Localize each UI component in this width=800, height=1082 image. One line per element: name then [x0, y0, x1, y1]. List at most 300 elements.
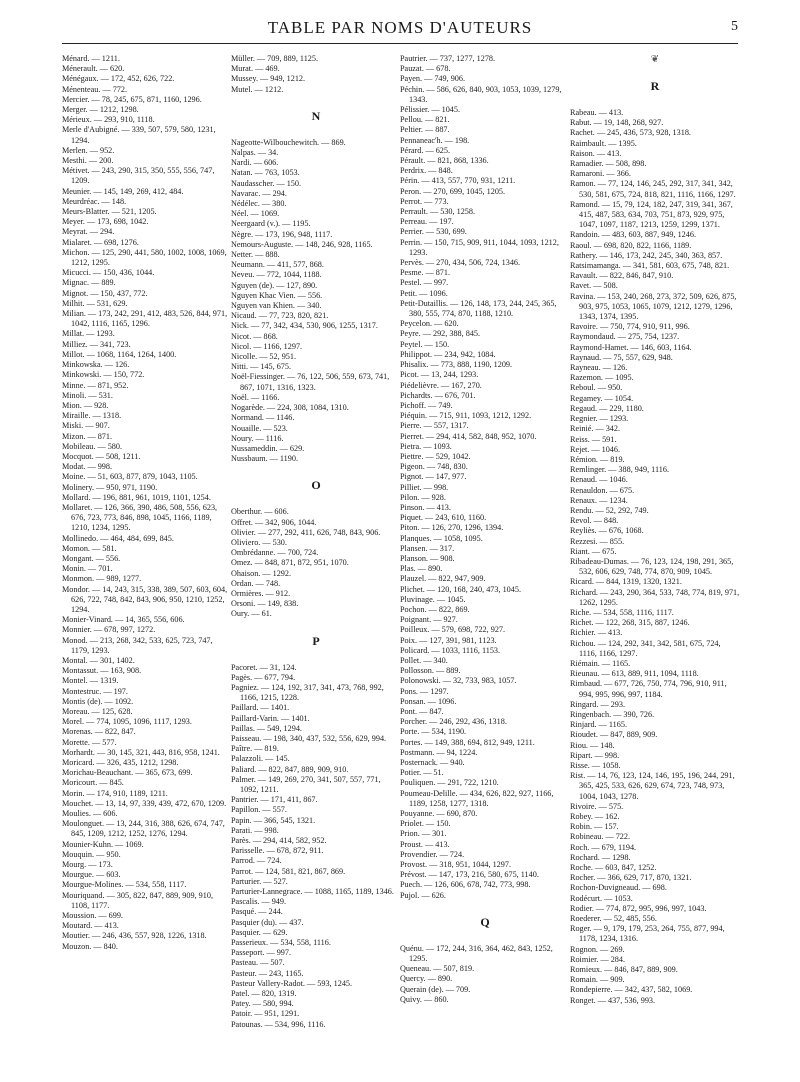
- author-entry: Pélissier. — 1045.: [400, 105, 461, 115]
- section-letter: P: [312, 633, 320, 648]
- author-entry: Riou. — 148.: [570, 740, 615, 750]
- author-entry: Millat. — 1293.: [62, 329, 115, 339]
- author-entry: Oury. — 61.: [231, 609, 272, 619]
- author-entry: Meurs-Blatter. — 521, 1205.: [62, 207, 157, 217]
- author-entry: Priolet. — 150.: [400, 819, 451, 829]
- author-entry: Raynaud. — 75, 557, 629, 948.: [570, 352, 673, 362]
- author-entry: Nardi. — 606.: [231, 158, 279, 168]
- author-entry: Moricourt. — 845.: [62, 778, 124, 788]
- author-entry: Planques. — 1058, 1095.: [400, 533, 483, 543]
- author-entry: Orsoni. — 149, 838.: [231, 599, 299, 609]
- author-entry: Mourg. — 173.: [62, 860, 113, 870]
- author-entry: Pasquier. — 629.: [231, 927, 288, 937]
- author-entry: Querain (de). — 709.: [400, 984, 471, 994]
- page-header: [62, 18, 738, 44]
- author-entry: Nogarède. — 224, 308, 1084, 1310.: [231, 403, 349, 413]
- author-entry: Renauldon. — 675.: [570, 485, 635, 495]
- author-entry: Ménerault. — 620.: [62, 64, 125, 74]
- author-entry: Pichardts. — 676, 701.: [400, 390, 476, 400]
- author-entry: Ordan. — 748.: [231, 578, 281, 588]
- author-entry: Patey. — 580, 994.: [231, 999, 294, 1009]
- author-entry: Michon. — 125, 290, 441, 580, 1002, 1008, 1069, 1212, 1295.: [62, 247, 227, 268]
- author-entry: Nicolle. — 52, 951.: [231, 352, 297, 362]
- author-entry: Merlen. — 952.: [62, 145, 115, 155]
- author-entry: Rabeau. — 413.: [570, 108, 624, 117]
- author-entry: Reyliès. — 676, 1068.: [570, 526, 644, 536]
- author-entry: Oliviero. — 530.: [231, 537, 287, 547]
- author-entry: Ravoire. — 750, 774, 910, 911, 996.: [570, 322, 690, 332]
- author-entry: Paillas. — 549, 1294.: [231, 723, 302, 733]
- author-entry: Pagniez. — 124, 192, 317, 341, 473, 768, 992, 1166, 1215, 1228.: [231, 682, 384, 703]
- author-entry: Natan. — 763, 1053.: [231, 168, 300, 178]
- author-entry: Mourgue-Molines. — 534, 558, 1117.: [62, 880, 187, 890]
- author-entry: Minne. — 871, 952.: [62, 380, 129, 390]
- author-entry: Pilliet. — 998.: [400, 482, 449, 492]
- author-entry: Mollinedo. — 464, 484, 699, 845.: [62, 533, 174, 543]
- author-entry: Ramon. — 77, 124, 146, 245, 292, 317, 341, 342, 530, 581, 675, 724, 818, 821, 1116, 1166, 1297.: [570, 179, 736, 199]
- author-entry: Richou. — 124, 292, 341, 342, 581, 675, 724, 1116, 1166, 1297.: [570, 638, 721, 658]
- author-entry: Pauzat. — 678.: [400, 64, 451, 74]
- author-entry: Monnier. — 678, 997, 1272.: [62, 625, 156, 635]
- author-entry: Milian. — 173, 242, 291, 412, 483, 526, 844, 971, 1042, 1116, 1165, 1296.: [62, 309, 228, 329]
- author-entry: Plas. — 890.: [400, 564, 443, 574]
- author-entry: Miraille. — 1318.: [62, 411, 122, 421]
- author-entry: Noël-Fiessinger. — 76, 122, 506, 559, 673, 741, 867, 1071, 1316, 1323.: [231, 372, 390, 392]
- author-entry: Pigeon. — 748, 830.: [400, 462, 468, 472]
- index-column-2: [231, 54, 401, 1030]
- author-entry: Policard. — 1033, 1116, 1153.: [400, 645, 501, 655]
- author-entry: Richard. — 243, 290, 364, 533, 748, 774, 819, 971, 1262, 1295.: [570, 587, 740, 607]
- author-entry: Robey. — 162.: [570, 812, 620, 822]
- author-entry: Piettre. — 529, 1042.: [400, 451, 471, 461]
- author-entry: Pasquier (du). — 437.: [231, 917, 304, 927]
- author-entry: Perrot. — 773.: [400, 196, 449, 206]
- author-entry: Planson. — 908.: [400, 553, 455, 563]
- author-entry: Minkowska. — 126.: [62, 360, 130, 370]
- author-entry: Nicaud. — 77, 723, 820, 821.: [231, 311, 329, 321]
- page-number: 5: [731, 19, 738, 34]
- author-entry: Monod. — 213, 268, 342, 533, 625, 723, 747, 1179, 1293.: [62, 635, 213, 655]
- author-entry: Portes. — 149, 388, 694, 812, 949, 1211.: [400, 737, 535, 747]
- author-entry: Mercier. — 78, 245, 675, 871, 1160, 1296.: [62, 94, 202, 104]
- author-entry: Mocquot. — 508, 1211.: [62, 451, 141, 461]
- author-entry: Mondor. — 14, 243, 315, 338, 389, 507, 603, 604, 626, 722, 748, 842, 843, 906, 950, 1210, 1252, 1294.: [62, 584, 228, 614]
- author-entry: Rodécurt. — 1053.: [570, 893, 633, 903]
- author-entry: Meunier. — 145, 149, 269, 412, 484.: [62, 186, 184, 196]
- section-letter: Q: [480, 914, 490, 929]
- author-entry: Nitti. — 145, 675.: [231, 362, 292, 372]
- author-entry: Pascalis. — 949.: [231, 897, 287, 907]
- author-entry: Paître. — 819.: [231, 744, 279, 754]
- author-entry: Nick. — 77, 342, 434, 530, 906, 1255, 1317.: [231, 321, 378, 331]
- author-entry: Morenas. — 822, 847.: [62, 727, 136, 737]
- author-entry: Olivier. — 277, 292, 411, 626, 748, 843, 906.: [231, 527, 381, 537]
- author-entry: Revol. — 848.: [570, 516, 619, 526]
- author-entry: Moricard. — 326, 435, 1212, 1298.: [62, 758, 179, 768]
- author-entry: Rochard. — 1298.: [570, 852, 631, 862]
- author-entry: Regamey. — 1054.: [570, 393, 634, 403]
- author-entry: Milliez. — 341, 723.: [62, 339, 131, 349]
- author-entry: Mizon. — 871.: [62, 431, 113, 441]
- author-entry: Pellou. — 821.: [400, 115, 450, 125]
- author-entry: Millot. — 1068, 1164, 1264, 1400.: [62, 349, 177, 359]
- author-entry: Montal. — 301, 1402.: [62, 655, 135, 665]
- author-entry: Morichau-Beauchant. — 365, 673, 699.: [62, 768, 193, 778]
- author-entry: Roger. — 9, 179, 179, 253, 264, 755, 877, 994, 1178, 1234, 1316.: [570, 924, 725, 944]
- section-ornament: ❦: [650, 54, 660, 65]
- author-entry: Plichet. — 120, 168, 240, 473, 1045.: [400, 584, 521, 594]
- author-entry: Poilleux. — 579, 698, 722, 927.: [400, 625, 506, 635]
- author-entry: Pierret. — 294, 414, 582, 848, 952, 1070.: [400, 431, 537, 441]
- author-entry: Picot. — 13, 244, 1293.: [400, 370, 479, 380]
- author-entry: Potier. — 51.: [400, 768, 444, 778]
- author-entry: Pasteur Vallery-Radot. — 593, 1245.: [231, 978, 353, 988]
- author-entry: Petit. — 1096.: [400, 288, 448, 298]
- author-entry: Moreau. — 125, 628.: [62, 707, 133, 716]
- index-column-3: [400, 54, 570, 1005]
- author-entry: Naudasscher. — 150.: [231, 178, 302, 188]
- author-entry: Neumann. — 411, 577, 868.: [231, 260, 324, 270]
- author-entry: Pignot. — 147, 977.: [400, 472, 467, 482]
- author-entry: Pinson. — 413.: [400, 502, 451, 512]
- author-entry: Micucci. — 150, 436, 1044.: [62, 268, 155, 278]
- author-entry: Rathery. — 146, 173, 242, 245, 340, 363, 857.: [570, 250, 723, 260]
- author-entry: Porcher. — 246, 292, 436, 1318.: [400, 717, 507, 727]
- author-entry: Roimier. — 284.: [570, 954, 626, 964]
- author-entry: Pochon. — 822, 869.: [400, 604, 470, 614]
- section-letter: N: [311, 108, 321, 123]
- author-entry: Philippot. — 234, 942, 1084.: [400, 349, 496, 359]
- author-entry: Paisseau. — 198, 340, 437, 532, 556, 629, 994.: [231, 733, 387, 743]
- author-entry: Neveu. — 772, 1044, 1188.: [231, 270, 322, 280]
- author-entry: Ramond. — 15, 79, 124, 182, 247, 319, 341, 367, 415, 487, 583, 634, 703, 751, 873, 929, 975, 1047, 1097, 1187, 1213, 1259, 1299, 1371.: [570, 199, 733, 230]
- author-entry: Mutel. — 1212.: [231, 84, 284, 94]
- author-entry: Raison. — 413.: [570, 148, 622, 158]
- author-entry: Mollard. — 196, 881, 961, 1019, 1101, 1254.: [62, 492, 211, 502]
- author-entry: Piéquin. — 715, 911, 1093, 1212, 1292.: [400, 411, 532, 421]
- author-entry: Péchin. — 586, 626, 840, 903, 1053, 1039, 1279, 1343.: [400, 84, 562, 104]
- author-entry: Rochon-Duvigneaud. — 698.: [570, 883, 667, 893]
- author-entry: Molinery. — 950, 971, 1190.: [62, 482, 158, 492]
- author-entry: Peycelon. — 620.: [400, 319, 459, 329]
- author-entry: Richier. — 413.: [570, 628, 623, 638]
- author-entry: Poix. — 127, 391, 981, 1123.: [400, 635, 497, 645]
- page-title: TABLE PAR NOMS D'AUTEURS: [267, 18, 533, 37]
- author-entry: Rendu. — 52, 292, 749.: [570, 505, 649, 515]
- author-entry: Patel. — 820, 1319.: [231, 989, 297, 999]
- author-entry: Nussbaum. — 1190.: [231, 454, 299, 464]
- author-entry: Romieux. — 846, 847, 889, 909.: [570, 965, 678, 975]
- author-entry: Peron. — 270, 699, 1045, 1205.: [400, 186, 506, 196]
- author-entry: Nguyen (de). — 127, 890.: [231, 280, 318, 290]
- author-entry: Pérault. — 821, 868, 1336.: [400, 156, 489, 166]
- author-entry: Morhardt. — 30, 145, 321, 443, 816, 958, 1241.: [62, 747, 220, 757]
- author-entry: Remlinger. — 388, 949, 1116.: [570, 465, 669, 475]
- author-entry: Perrier. — 530, 699.: [400, 227, 467, 237]
- author-entry: Paillard-Varin. — 1401.: [231, 713, 310, 723]
- author-entry: Perrault. — 530, 1258.: [400, 207, 476, 217]
- author-entry: Pluvinage. — 1045.: [400, 594, 466, 604]
- author-entry: Raoul. — 698, 820, 822, 1166, 1189.: [570, 240, 692, 250]
- author-entry: Müller. — 709, 889, 1125.: [231, 54, 319, 63]
- author-entry: Miski. — 907.: [62, 421, 110, 431]
- author-entry: Parrot. — 124, 581, 821, 867, 869.: [231, 866, 346, 876]
- author-entry: Mourgue. — 603.: [62, 870, 121, 880]
- author-entry: Mollaret. — 126, 366, 390, 486, 508, 556, 623, 676, 723, 773, 846, 898, 1045, 1166, 1189, 1210, 1234, 1295.: [62, 502, 218, 533]
- author-entry: Nguyen Khac Vien. — 556.: [231, 290, 323, 300]
- author-entry: Regaud. — 229, 1180.: [570, 403, 644, 413]
- author-entry: Prion. — 301.: [400, 829, 447, 839]
- author-entry: Proust. — 413.: [400, 839, 450, 849]
- author-entry: Rezzesi. — 855.: [570, 536, 625, 546]
- author-entry: Puech. — 126, 606, 678, 742, 773, 998.: [400, 880, 531, 890]
- author-entry: Pervès. — 270, 434, 506, 724, 1346.: [400, 258, 521, 268]
- author-entry: Riant. — 675.: [570, 546, 617, 556]
- author-entry: Mobileau. — 580.: [62, 441, 123, 451]
- author-entry: Pérard. — 625.: [400, 145, 451, 155]
- author-entry: Payen. — 749, 906.: [400, 74, 466, 84]
- author-entry: Rondepierre. — 342, 437, 582, 1069.: [570, 985, 693, 995]
- author-entry: Perreau. — 197.: [400, 217, 454, 227]
- author-entry: Romain. — 909.: [570, 975, 625, 985]
- author-entry: Paillard. — 1401.: [231, 703, 290, 713]
- author-entry: Rimbaud. — 677, 726, 750, 774, 796, 910, 911, 994, 995, 996, 997, 1184.: [570, 679, 727, 699]
- author-entry: Pujol. — 626.: [400, 890, 446, 900]
- author-entry: Moulies. — 606.: [62, 809, 118, 819]
- author-entry: Montestruc. — 197.: [62, 686, 128, 696]
- author-entry: Mignac. — 889.: [62, 278, 116, 288]
- author-entry: Meyer. — 173, 698, 1042.: [62, 217, 149, 227]
- author-entry: Renaux. — 1234.: [570, 495, 628, 505]
- author-entry: Peyre. — 292, 388, 845.: [400, 329, 481, 339]
- author-entry: Nègre. — 173, 196, 948, 1117.: [231, 229, 333, 239]
- author-entry: Mongant. — 556.: [62, 553, 121, 563]
- author-entry: Pichoff. — 749.: [400, 400, 453, 410]
- author-entry: Parati. — 998.: [231, 825, 279, 835]
- author-entry: Pouliquen. — 291, 722, 1210.: [400, 778, 499, 788]
- author-entry: Postmann. — 94, 1224.: [400, 747, 478, 757]
- author-entry: Milhit. — 531, 629.: [62, 298, 128, 308]
- author-entry: Neergaard (v.). — 1195.: [231, 219, 311, 229]
- author-entry: Minoli. — 531.: [62, 390, 113, 400]
- author-entry: Pennaneac'h. — 198.: [400, 135, 470, 145]
- author-entry: Rieunau. — 613, 889, 911, 1094, 1118.: [570, 669, 699, 679]
- author-entry: Ribadeau-Dumas. — 76, 123, 124, 198, 291, 365, 532, 606, 629, 748, 774, 870, 909, 1045.: [570, 556, 734, 577]
- author-entry: Morin. — 174, 910, 1189, 1211.: [62, 788, 168, 798]
- author-entry: Mouquin. — 950.: [62, 849, 121, 859]
- author-entry: Mion. — 928.: [62, 400, 109, 410]
- author-entry: Rocher. — 366, 629, 717, 870, 1321.: [570, 873, 692, 883]
- author-entry: Raimbault. — 1395.: [570, 138, 637, 148]
- author-entry: Rodier. — 774, 872, 995, 996, 997, 1043.: [570, 903, 707, 913]
- author-entry: Rachet. — 245, 436, 573, 928, 1318.: [570, 128, 691, 138]
- section-letter: R: [650, 79, 660, 93]
- author-entry: Pouyanne. — 690, 870.: [400, 809, 478, 819]
- author-entry: Papillon. — 557.: [231, 805, 287, 815]
- author-entry: Périn. — 413, 557, 770, 931, 1211.: [400, 176, 516, 186]
- author-entry: Montis (de). — 1092.: [62, 696, 134, 706]
- author-entry: Nageotte-Wilbouchewitch. — 869.: [231, 137, 346, 147]
- author-entry: Quivy. — 860.: [400, 994, 449, 1004]
- author-entry: Rayneau. — 126.: [570, 363, 628, 373]
- author-entry: Riémain. — 1165.: [570, 658, 631, 668]
- header-rule: [62, 43, 738, 44]
- author-entry: Mesthi. — 200.: [62, 156, 114, 166]
- author-entry: Ronget. — 437, 536, 993.: [570, 995, 656, 1005]
- author-entry: Nemours-Auguste. — 148, 246, 928, 1165.: [231, 239, 373, 249]
- author-entry: Morette. — 577.: [62, 737, 117, 747]
- author-entry: Monier-Vinard. — 14, 365, 556, 606.: [62, 615, 185, 625]
- author-entry: Roederer. — 52, 485, 556.: [570, 914, 657, 924]
- author-entry: Rognon. — 269.: [570, 944, 625, 954]
- author-entry: Nicol. — 1166, 1297.: [231, 341, 303, 351]
- author-entry: Ratsimamanga. — 341, 581, 603, 675, 748, 821.: [570, 261, 730, 271]
- author-entry: Pilon. — 928.: [400, 492, 446, 502]
- author-entry: Reinié. — 342.: [570, 424, 621, 434]
- author-entry: Ripart. — 998.: [570, 750, 620, 760]
- author-entry: Ormières. — 912.: [231, 588, 291, 598]
- author-entry: Modat. — 998.: [62, 462, 113, 472]
- author-entry: Parisselle. — 678, 872, 911.: [231, 846, 324, 856]
- author-entry: Ramadier. — 508, 898.: [570, 159, 647, 169]
- author-entry: Pautrier. — 737, 1277, 1278.: [400, 54, 496, 63]
- author-entry: Pons. — 1297.: [400, 686, 449, 696]
- author-entry: Moutard. — 413.: [62, 921, 119, 931]
- author-entry: Plansen. — 317.: [400, 543, 455, 553]
- author-entry: Pantrier. — 171, 411, 867.: [231, 795, 318, 805]
- author-entry: Reboul. — 950.: [570, 383, 623, 393]
- author-entry: Merle d'Aubigné. — 339, 507, 579, 580, 1231, 1294.: [62, 125, 216, 145]
- author-entry: Omez. — 848, 871, 872, 951, 1070.: [231, 558, 349, 568]
- author-entry: Regnier. — 1293.: [570, 414, 629, 424]
- author-entry: Moulonguet. — 13, 244, 316, 388, 626, 674, 747, 845, 1209, 1212, 1252, 1276, 1294.: [62, 819, 225, 839]
- author-entry: Petit-Dutaillis. — 126, 148, 173, 244, 245, 365, 380, 555, 774, 870, 1188, 1210.: [400, 298, 557, 319]
- author-entry: Ricard. — 844, 1319, 1320, 1321.: [570, 577, 682, 587]
- author-entry: Peytel. — 150.: [400, 339, 450, 349]
- author-entry: Nussameddin. — 629.: [231, 443, 305, 453]
- author-entry: Parturier. — 527.: [231, 876, 288, 886]
- author-entry: Parrod. — 724.: [231, 856, 282, 866]
- author-entry: Mialaret. — 698, 1276.: [62, 237, 139, 247]
- author-entry: Posternack. — 940.: [400, 758, 465, 768]
- index-column-4: [570, 54, 740, 1006]
- author-entry: Montassut. — 163, 908.: [62, 666, 142, 676]
- author-entry: Robineau. — 722.: [570, 832, 631, 842]
- author-entry: Rémion. — 819.: [570, 454, 625, 464]
- author-entry: Nalpas. — 34.: [231, 148, 279, 158]
- author-entry: Perrin. — 150, 715, 909, 911, 1044, 1093, 1212, 1293.: [400, 237, 559, 257]
- author-entry: Rabut. — 19, 148, 268, 927.: [570, 118, 664, 128]
- author-entry: Ponsan. — 1096.: [400, 696, 457, 706]
- author-entry: Mérieux. — 293, 910, 1118.: [62, 115, 155, 125]
- author-entry: Plauzel. — 822, 947, 909.: [400, 574, 486, 584]
- author-entry: Moussion. — 699.: [62, 911, 123, 921]
- author-entry: Mouchet. — 13, 14, 97, 339, 439, 472, 670, 1209.: [62, 798, 227, 808]
- author-entry: Mouzon. — 840.: [62, 941, 118, 951]
- author-entry: Nouaille. — 523.: [231, 423, 288, 433]
- author-entry: Rioudet. — 847, 889, 909.: [570, 730, 658, 740]
- author-entry: Polonowski. — 32, 733, 983, 1057.: [400, 676, 517, 686]
- author-entry: Pacoret. — 31, 124.: [231, 662, 297, 672]
- author-entry: Netter. — 888.: [231, 250, 280, 260]
- author-entry: Raymondaud. — 275, 754, 1237.: [570, 332, 680, 342]
- author-entry: Métivet. — 243, 290, 315, 350, 555, 556, 747, 1209.: [62, 166, 215, 186]
- author-entry: Mounier-Kuhn. — 1069.: [62, 839, 144, 849]
- author-entry: Risse. — 1058.: [570, 761, 621, 770]
- author-entry: Pont. — 847.: [400, 707, 444, 716]
- author-entry: Pasteur. — 243, 1165.: [231, 968, 304, 978]
- author-entry: Poignant. — 927.: [400, 615, 458, 625]
- author-entry: Ravault. — 822, 846, 847, 910.: [570, 271, 674, 281]
- author-entry: Ravina. — 153, 240, 268, 273, 372, 509, 626, 875, 903, 975, 1053, 1065, 1079, 1212, 1279, 1296, 1343, 1374, 1395.: [570, 291, 737, 322]
- author-entry: Pasteau. — 507.: [231, 958, 285, 968]
- author-entry: Raymond-Hamet. — 146, 603, 1164.: [570, 342, 692, 352]
- author-entry: Rivoire. — 575.: [570, 801, 624, 811]
- author-entry: Rinjard. — 1165.: [570, 720, 628, 730]
- author-entry: Ombrédanne. — 700, 724.: [231, 548, 319, 558]
- author-entry: Phisalix. — 773, 888, 1190, 1209.: [400, 360, 513, 370]
- author-entry: Mouriquand. — 305, 822, 847, 889, 909, 910, 1108, 1177.: [62, 890, 214, 910]
- author-entry: Ramaroni. — 366.: [570, 169, 631, 179]
- author-entry: Provendier. — 724.: [400, 849, 465, 859]
- author-entry: Parturier-Lannegrace. — 1088, 1165, 1189, 1346.: [231, 887, 394, 897]
- author-entry: Noël. — 1166.: [231, 392, 280, 402]
- author-entry: Papin. — 366, 545, 1321.: [231, 815, 316, 825]
- author-entry: Moutier. — 246, 436, 557, 928, 1226, 1318.: [62, 931, 207, 941]
- author-entry: Razemon. — 1095.: [570, 373, 634, 383]
- author-entry: Monmon. — 989, 1277.: [62, 574, 142, 584]
- author-entry: Offret. — 342, 906, 1044.: [231, 517, 317, 527]
- author-entry: Oberthur. — 606.: [231, 507, 289, 517]
- author-entry: Mignot. — 150, 437, 772.: [62, 288, 148, 298]
- author-entry: Nédélec. — 380.: [231, 199, 287, 209]
- author-entry: Passeport. — 997.: [231, 948, 292, 958]
- author-entry: Poumeau-Delille. — 434, 626, 822, 927, 1166, 1189, 1258, 1277, 1318.: [400, 788, 554, 808]
- author-entry: Queneau. — 507, 819.: [400, 964, 475, 974]
- author-entry: Paliard. — 822, 847, 889, 909, 910.: [231, 764, 349, 774]
- author-entry: Morel. — 774, 1095, 1096, 1117, 1293.: [62, 717, 192, 727]
- author-entry: Ménenteau. — 772.: [62, 84, 128, 94]
- author-entry: Piquet. — 243, 610, 1160.: [400, 513, 487, 523]
- author-entry: Pestel. — 997.: [400, 278, 449, 288]
- author-entry: Palmer. — 149, 269, 270, 341, 507, 557, 771, 1092, 1211.: [231, 774, 381, 794]
- author-entry: Roch. — 679, 1194.: [570, 842, 637, 852]
- author-entry: Montel. — 1319.: [62, 676, 119, 686]
- author-entry: Patoir. — 951, 1291.: [231, 1009, 300, 1019]
- author-entry: Murat. — 469.: [231, 64, 280, 74]
- author-entry: Ménégaux. — 172, 452, 626, 722.: [62, 74, 175, 84]
- author-entry: Peltier. — 887.: [400, 125, 450, 135]
- author-entry: Ravet. — 508.: [570, 281, 618, 291]
- author-entry: Merger. — 1212, 1298.: [62, 105, 139, 115]
- section-letter: O: [311, 478, 321, 493]
- author-entry: Pollet. — 340.: [400, 655, 448, 665]
- author-entry: Ménard. — 1211.: [62, 54, 120, 63]
- author-entry: Renaud. — 1046.: [570, 475, 628, 485]
- author-entry: Piédelièvre. — 167, 270.: [400, 380, 482, 390]
- author-entry: Ringard. — 293.: [570, 699, 626, 709]
- author-entry: Normand. — 1146.: [231, 413, 295, 423]
- author-entry: Pesme. — 871.: [400, 268, 451, 278]
- author-entry: Nicot. — 868.: [231, 331, 278, 341]
- author-entry: Palazzoli. — 145.: [231, 754, 290, 764]
- author-entry: Rist. — 14, 76, 123, 124, 146, 195, 196, 244, 291, 365, 425, 533, 626, 629, 674, 723, 748, 973, 1004, 1043, 1278.: [570, 771, 735, 801]
- author-entry: Quénu. — 172, 244, 316, 364, 462, 843, 1252, 1295.: [400, 943, 553, 964]
- index-column-1: [62, 54, 232, 952]
- author-entry: Reiss. — 591.: [570, 434, 617, 444]
- author-entry: Riche. — 534, 558, 1116, 1117.: [570, 607, 674, 617]
- author-entry: Passerieux. — 534, 558, 1116.: [231, 938, 331, 948]
